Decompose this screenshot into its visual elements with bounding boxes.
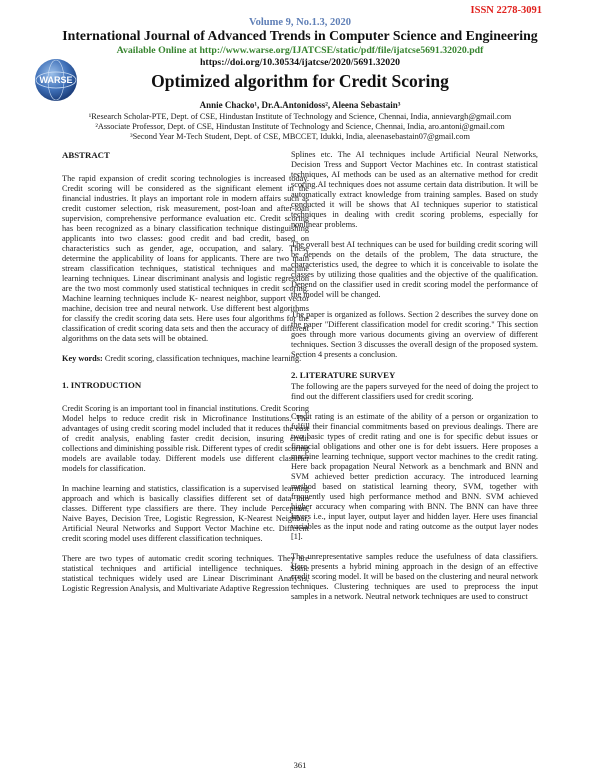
abstract-heading: ABSTRACT [62, 150, 110, 160]
logo-text: WARSE [39, 75, 73, 85]
right-paragraph-2: The overall best AI techniques can be used for building credit scoring will be depends on the details of the problem, The data structure, the characteristics used, the degree to which it is conceivable to isolate the classes by utilizing those qualities and the objective of the qualification. Depend on the classifier used in credit scoring model the performance of the model will be changed. [291, 240, 538, 299]
available-online-link[interactable]: Available Online at http://www.warse.org/IJATCSE/static/pdf/file/ijatcse5691.32020.pdf [116, 45, 484, 56]
right-paragraph-1: Splines etc. The AI techniques include Artificial Neural Networks, Decision Tress and Support Vector Machines etc. In contrast statistical techniques, AI methods can be used as an alternative method for credit scoring.AI techniques does not assume certain data distribution. It will be automatically extract knowledge from training samples. Based on study conducted it will be shows that AI techniques superior to statistical techniques in dealing with credit scoring problems, especially for nonlinear problems. [291, 150, 538, 229]
introduction-heading: 1. INTRODUCTION [62, 380, 142, 390]
keywords-label: Key words: [62, 354, 103, 363]
left-column [62, 150, 309, 604]
issn-label: ISSN 2278-3091 [470, 5, 542, 16]
right-paragraph-6: The unrepresentative samples reduce the usefulness of data classifiers. Here presents a hybrid mining approach in the design of an effective credit scoring model. It will be based on the clustering and neural network techniques. Clustering techniques are used to preprocess the input samples in a network. Neutral network techniques are used to construct [291, 552, 538, 601]
right-column [291, 150, 538, 612]
page-number: 361 [293, 760, 307, 770]
literature-survey-heading: 2. LITERATURE SURVEY [291, 370, 396, 380]
doi-link[interactable]: https://doi.org/10.30534/ijatcse/2020/5691.32020 [199, 57, 400, 68]
affiliation-2: ²Associate Professor, Dept. of CSE, Hindustan Institute of Technology and Science, Chennai, India, aro.antoni@gmail.com [95, 122, 505, 131]
intro-paragraph-1: Credit Scoring is an important tool in financial institutions. Credit Scoring Model helps to reduce credit risk in Microfinance Institutions. The advantages of using credit scoring model included that it reduces the cost of credit analysis, enabling faster credit decision, insuring credit collections and diminishing possible risk. Different types of credit scoring models are available today. Different models use different classifier models for classification. [62, 404, 309, 473]
right-paragraph-4: The following are the papers surveyed for the need of doing the project to find out the different classifiers used for credit scoring. [291, 382, 538, 401]
paper-title: Optimized algorithm for Credit Scoring [151, 71, 449, 91]
right-paragraph-3: The paper is organized as follows. Section 2 describes the survey done on the paper "Different classification model for credit scoring." This section goes through more various documents giving an overview of different techniques. Section 3 discusses the overall design of the proposed system. Section 4 presents a conclusion. [291, 310, 538, 359]
intro-paragraph-2: In machine learning and statistics, classification is a supervised learning approach and which is basically classifies different set of data into classes. Different type classifiers are there. They include Perceptron, Naive Bayes, Decision Tree, Logistic Regression, K-Nearest Neighbor, Artificial Neural Networks and Support Vector Machine etc. Different credit scoring model uses different classification techniques. [62, 484, 309, 543]
volume-label: Volume 9, No.1.3, 2020 [249, 17, 351, 28]
authors-line: Annie Chacko¹, Dr.A.Antonidoss², Aleena Sebastain³ [199, 100, 401, 110]
journal-title: International Journal of Advanced Trends in Computer Science and Engineering [62, 28, 538, 43]
keywords-text: Credit scoring, classification techniques, machine learning. [102, 354, 302, 363]
keywords-paragraph [62, 354, 309, 364]
abstract-text: The rapid expansion of credit scoring technologies is increased today. Credit scoring will be considered as the significant element in the financial industries. It plays an important role in modern affairs such as credit customer selection, risk measurement, post-loan and after-loan supervision, comprehensive performance evaluation etc. Credit scoring has been recognized as a binary classification technique distinguishing applicants into two classes: good credit and bad credit, based on characteristics such as gender, age, occupation, and salary. These determine the applicability of loans for applicants. There are two main stream classification techniques, statistical techniques and machine learning techniques. Linear discriminant analysis and logistic regression are the two most commonly used statistical techniques in credit scoring. Machine learning techniques include K- nearest neighbor, support vector machine, decision tree and neural network. Use different best algorithms for classify the credit scoring data sets. Here uses four algorithms for the classification of credit scoring data sets and then the accuracy of different algorithms on the data sets will be obtained. [62, 174, 309, 343]
intro-paragraph-3: There are two types of automatic credit scoring techniques. They are statistical techniques and artificial intelligence techniques. Some statistical techniques widely used are Linear Discriminant Analysis, Logistic Regression Analysis, and Multivariate Adaptive Regression [62, 554, 309, 593]
affiliation-1: ¹Research Scholar-PTE, Dept. of CSE, Hindustan Institute of Technology and Science, Chennai, India, annievargh@gmail.com [88, 112, 512, 121]
affiliation-3: ³Second Year M-Tech Student, Dept. of CSE, MBCCET, Idukki, India, aleenasebastain07@gmail.com [130, 132, 470, 141]
right-paragraph-5: Credit rating is an estimate of the ability of a person or organization to fulfill their financial commitments based on previous dealings. There are two basic types of credit rating and one is for specific debut issues or financial obligations and other one is for debt issuers. Here proposes a machine learning technique, support vector machines to the credit rating. Here back propagation Neural Network as a benchmark and BNN and SVM achieved better prediction accuracy. The introduced learning method based on statistical learning theory, SVM, together with frequently used high performance method and BNN. SVM achieved higher accuracy when comparing with BNN. The BNN can have three layers i.e., input layer, output layer and hidden layer. Here uses financial variables as the input node and rating outcome as the output layer nodes [1]. [291, 412, 538, 541]
